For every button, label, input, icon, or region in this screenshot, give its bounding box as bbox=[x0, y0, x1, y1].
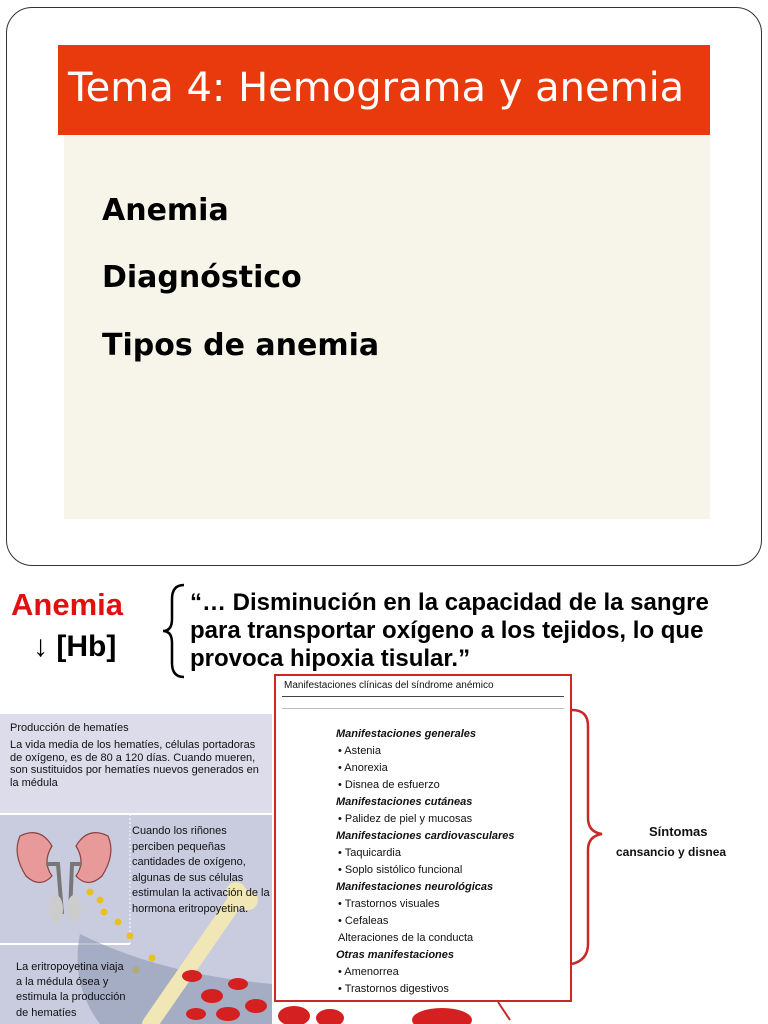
manifestaciones-table bbox=[274, 674, 572, 1002]
category-label: Otras manifestaciones bbox=[336, 949, 454, 961]
red-cells-illustration bbox=[272, 960, 512, 1024]
manifestaciones-header: Manifestaciones clínicas del síndrome anémico bbox=[284, 680, 494, 691]
title-slide bbox=[6, 7, 762, 566]
manifestaciones-list bbox=[336, 726, 515, 998]
category-label: Manifestaciones neurológicas bbox=[336, 881, 494, 893]
bullet-diagnostico: Diagnóstico bbox=[102, 260, 302, 295]
anemia-definition bbox=[0, 575, 768, 680]
definition-quote bbox=[190, 589, 709, 673]
list-item: Alteraciones de la conducta bbox=[338, 932, 474, 944]
list-item: • Astenia bbox=[338, 745, 381, 757]
category-label: Manifestaciones cardiovasculares bbox=[336, 830, 515, 842]
bullet-tipos: Tipos de anemia bbox=[102, 328, 380, 363]
hematies-illustration bbox=[0, 714, 272, 1024]
content-box bbox=[64, 135, 710, 519]
curly-brace-icon bbox=[160, 581, 188, 681]
title-bar bbox=[58, 45, 710, 135]
list-item: • Disnea de esfuerzo bbox=[338, 779, 440, 791]
list-item: • Cefaleas bbox=[338, 915, 389, 927]
slide-title: Tema 4: Hemograma y anemia bbox=[68, 65, 685, 111]
list-item: • Anorexia bbox=[338, 762, 388, 774]
list-item: • Trastornos visuales bbox=[338, 898, 440, 910]
list-item: • Soplo sistólico funcional bbox=[338, 864, 463, 876]
bullet-anemia: Anemia bbox=[102, 193, 229, 228]
list-item: • Palidez de piel y mucosas bbox=[338, 813, 473, 825]
header-rule bbox=[282, 696, 564, 697]
kidney-text: Cuando los riñones perciben pequeñas cantidades de oxígeno, algunas de sus células estimulan la activación de la hormona eritropoyetina. bbox=[132, 825, 270, 915]
list-item: • Taquicardia bbox=[338, 847, 401, 859]
category-label: Manifestaciones generales bbox=[336, 728, 477, 740]
hb-decrease: ↓ [Hb] bbox=[33, 630, 117, 663]
anemia-term: Anemia bbox=[11, 587, 123, 622]
list-item: • Trastornos digestivos bbox=[338, 983, 449, 995]
sintomas-title: Síntomas bbox=[649, 824, 708, 839]
hematies-heading: Producción de hematíes bbox=[10, 722, 129, 734]
definition-line: para transportar oxígeno a los tejidos, lo que bbox=[190, 617, 704, 644]
red-brace-icon bbox=[568, 708, 618, 968]
definition-line: “… Disminución en la capacidad de la sangre bbox=[190, 589, 709, 616]
epo-text: La eritropoyetina viaja a la médula ósea y estimula la producción de hematíes bbox=[16, 961, 126, 1019]
list-item: • Amenorrea bbox=[338, 966, 399, 978]
header-rule bbox=[282, 708, 564, 709]
definition-line: provoca hipoxia tisular.” bbox=[190, 645, 471, 672]
category-label: Manifestaciones cutáneas bbox=[336, 796, 473, 808]
hematies-text: La vida media de los hematíes, células portadoras de oxígeno, es de 80 a 120 días. Cuando mueren, son sustituidos por hematíes nuevos generados en la médula bbox=[10, 739, 259, 789]
sintomas-subtitle: cansancio y disnea bbox=[616, 845, 727, 859]
